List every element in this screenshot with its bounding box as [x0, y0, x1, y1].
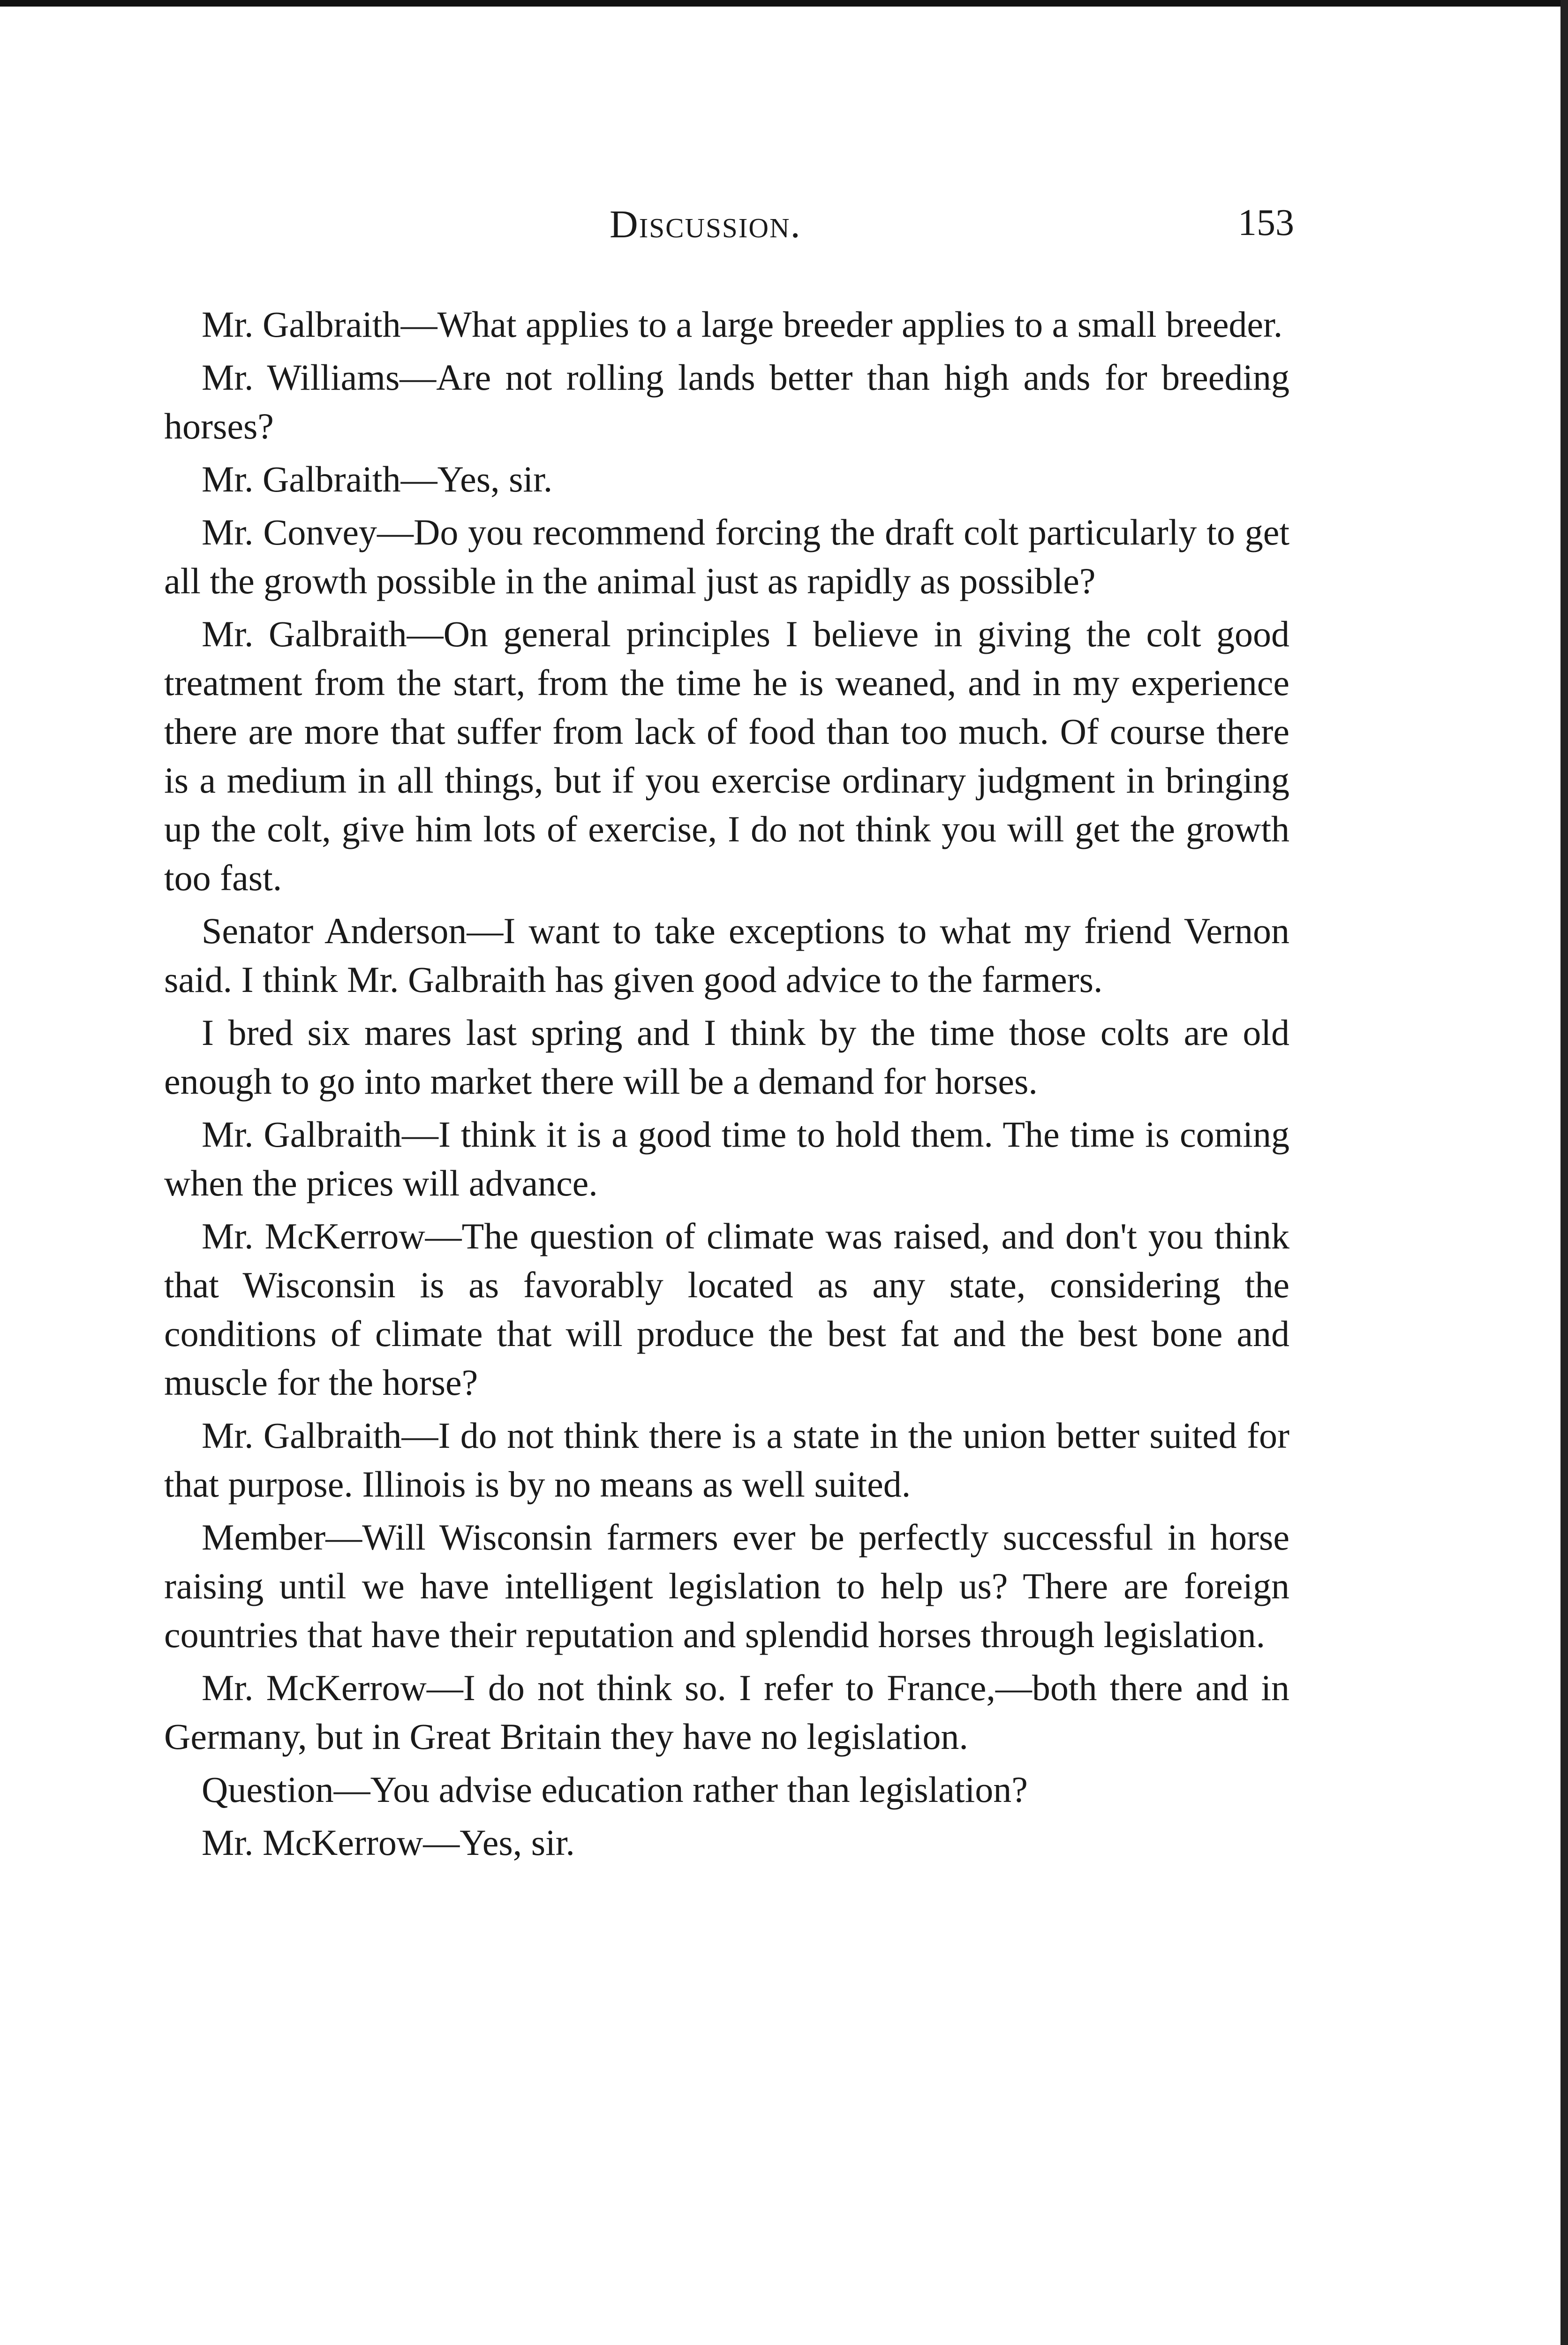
page-number: 153	[1238, 202, 1294, 243]
paragraph: Member—Will Wisconsin farmers ever be perfectly successful in horse raising until we have intelligent legislation to help us? There are foreign countries that have their reputation and splendid horses through legislation.	[164, 1517, 1289, 1655]
paragraph: Mr. McKerrow—The question of climate was raised, and don't you think that Wisconsin is as favorably located as any state, considering the conditions of climate that will produce the best fat and the best bone and muscle for the horse?	[164, 1216, 1289, 1403]
paragraph: I bred six mares last spring and I think by the time those colts are old enough to go into market there will be a demand for horses.	[164, 1012, 1289, 1102]
top-border	[0, 0, 1568, 7]
body-text	[164, 300, 1289, 1871]
paragraph: Mr. Convey—Do you recommend forcing the draft colt particularly to get all the growth possible in the animal just as rapidly as possible?	[164, 512, 1289, 601]
paragraph: Mr. Galbraith—I think it is a good time to hold them. The time is coming when the prices will advance.	[164, 1114, 1289, 1203]
paragraph: Mr. McKerrow—I do not think so. I refer to France,—both there and in Germany, but in Great Britain they have no legislation.	[164, 1667, 1289, 1757]
paragraph: Mr. Galbraith—Yes, sir.	[202, 459, 553, 499]
paragraph: Senator Anderson—I want to take exceptions to what my friend Vernon said. I think Mr. Galbraith has given good advice to the farmers.	[164, 910, 1289, 1000]
page-header	[164, 202, 1294, 263]
paragraph: Mr. McKerrow—Yes, sir.	[202, 1822, 575, 1863]
running-head: Discussion.	[610, 203, 801, 246]
paragraph: Mr. Galbraith—What applies to a large breeder applies to a small breeder.	[202, 304, 1283, 345]
paragraph: Mr. Galbraith—I do not think there is a state in the union better suited for that purpose. Illinois is by no means as well suited.	[164, 1415, 1289, 1505]
paragraph: Mr. Galbraith—On general principles I believe in giving the colt good treatment from the start, from the time he is weaned, and in my experience there are more that suffer from lack of food than too much. Of course there is a medium in all things, but if you exercise ordinary judgment in bringing up the colt, give him lots of exercise, I do not think you will get the growth too fast.	[164, 613, 1289, 898]
right-border	[1560, 0, 1568, 2345]
paragraph: Mr. Williams—Are not rolling lands better than high ands for breeding horses?	[164, 357, 1289, 446]
paragraph: Question—You advise education rather than legislation?	[202, 1769, 1028, 1810]
